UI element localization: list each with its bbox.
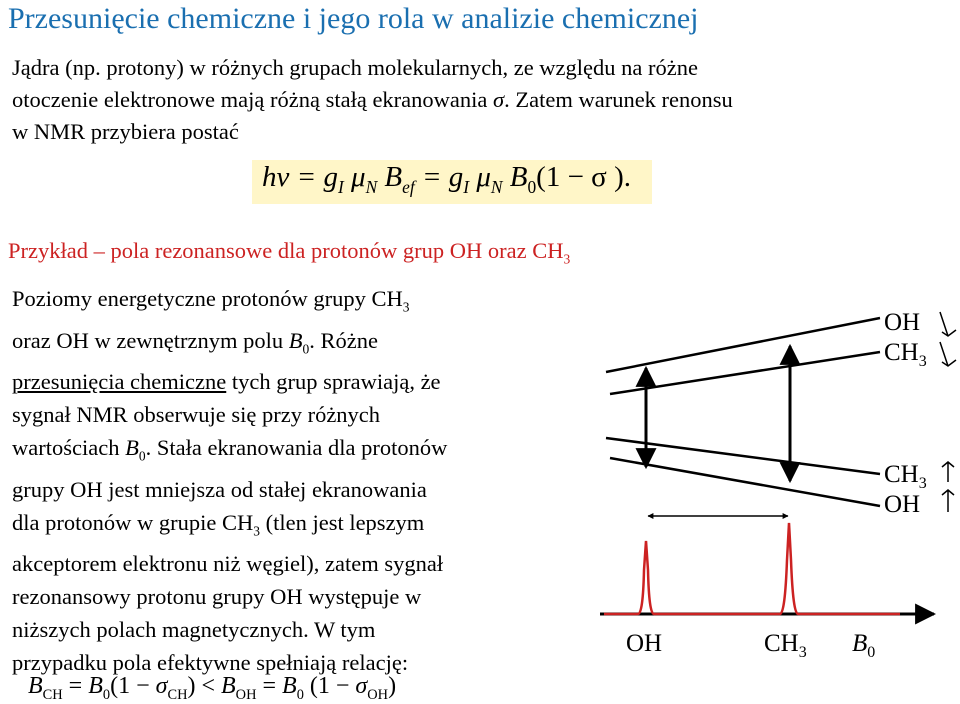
oh-nmr-peak: [604, 541, 654, 614]
spin-down-arrow-icon: [940, 312, 948, 336]
body-line-4: sygnał NMR obserwuje się przy różnych: [12, 402, 381, 427]
oh-upper-level: [606, 318, 880, 372]
resonance-formula: $h\nu = g_I$ $\mu_N$ $B_{ef} = g_I$ $\mu_N$ $B_0(1 - \sigma$ ).: [262, 161, 631, 197]
body-line-11: przypadku pola efektywne spełniają relację:: [12, 650, 409, 675]
body-line-9: rezonansowy protonu grupy OH występuje w: [12, 584, 422, 609]
spin-down-arrow-icon: [940, 342, 948, 366]
axis-oh-label: OH: [626, 630, 663, 657]
page-title: Przesunięcie chemiczne i jego rola w analizie chemicznej: [8, 2, 699, 35]
spin-up-arrow-icon: [942, 490, 954, 512]
bottom-oh-label: OH: [884, 491, 921, 518]
bottom-ch3-label: $CH_3$: [884, 461, 927, 492]
example-heading: Przykład – pola rezonansowe dla protonów grup OH oraz $CH_3$: [8, 238, 571, 267]
body-line-10: niższych polach magnetycznych. W tym: [12, 617, 376, 642]
oh-lower-level: [610, 458, 880, 506]
intro-line-3: w NMR przybiera postać: [12, 119, 239, 144]
chemical-shift-term: przesunięcia chemiczne: [12, 369, 227, 394]
spin-down-arrow-icon: [942, 360, 956, 366]
axis-b0-label: $B_0$: [852, 630, 876, 661]
intro-line-2: otoczenie elektronowe mają różną stałą ekranowania σ. Zatem warunek renonsu: [12, 87, 733, 112]
ch3-nmr-peak: [654, 523, 900, 614]
axis-ch3-label: $CH_3$: [764, 630, 807, 661]
body-line-5: wartościach $B_0$. Stała ekranowania dla protonów: [12, 435, 448, 464]
body-line-6: grupy OH jest mniejsza od stałej ekranowania: [12, 476, 427, 502]
top-ch3-label: $CH_3$: [884, 339, 927, 370]
ch3-upper-level: [610, 352, 880, 394]
body-line-7: dla protonów w grupie $CH_3$ (tlen jest lepszym: [12, 509, 425, 538]
body-line-2: oraz OH w zewnętrznym polu $B_0$. Różne: [12, 327, 379, 356]
spin-down-arrow-icon: [942, 330, 956, 336]
top-oh-label: OH: [884, 309, 921, 336]
body-line-1: Poziomy energetyczne protonów grupy $CH_3$: [12, 286, 410, 315]
intro-line-1: Jądra (np. protony) w różnych grupach molekularnych, ze względu na różne: [12, 55, 698, 80]
body-line-3: przesunięcia chemiczne tych grup sprawiają, że: [12, 369, 441, 394]
effective-field-relation: $B_{CH} = B_0(1 - \sigma_{CH}) < B_{OH} = B_0$ $(1 - \sigma_{OH})$: [28, 673, 397, 703]
spin-up-arrow-icon: [942, 462, 954, 482]
body-line-8: akceptorem elektronu niż węgiel), zatem sygnał: [12, 551, 444, 576]
